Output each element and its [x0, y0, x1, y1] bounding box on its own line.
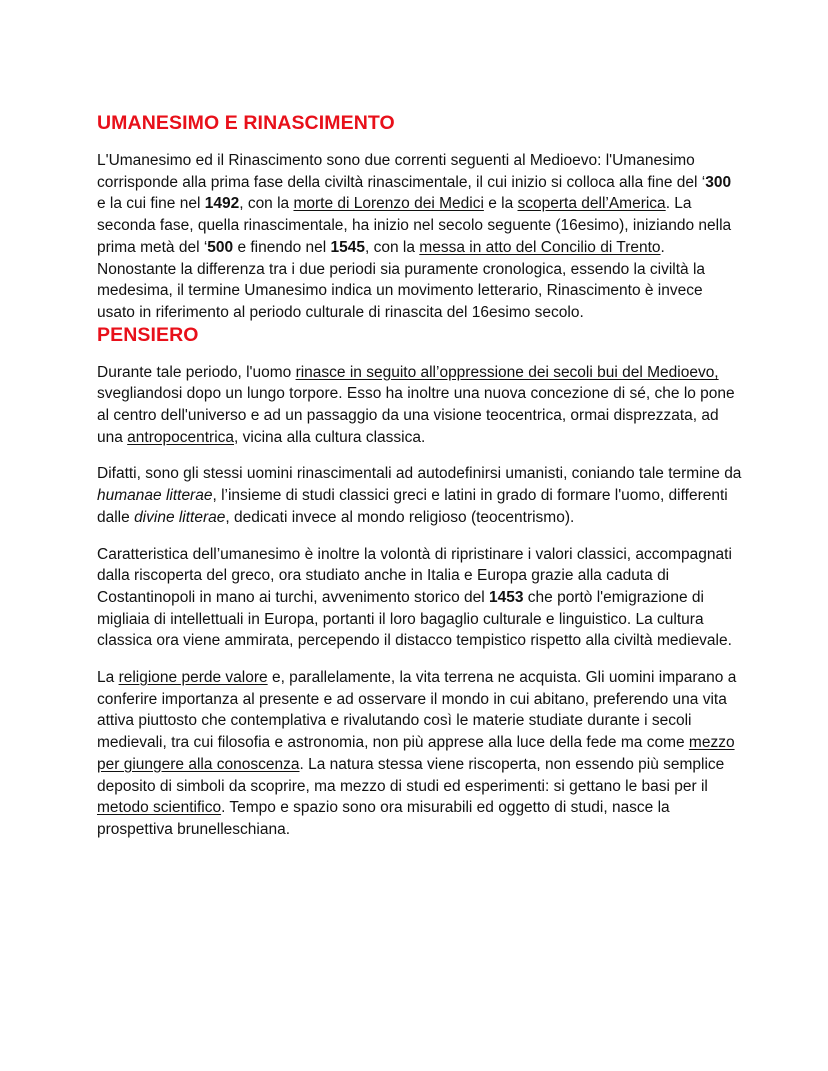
year-1492: 1492 [204, 195, 240, 213]
document-body [97, 112, 742, 841]
pensiero-paragraph-2: Difatti, sono gli stessi uomini rinascimentali ad autodefinirsi umanisti, coniando tale termine da humanae litterae, l’insieme di studi classici greci e latini in grado di formare l'uomo, differenti dalle divine litterae, dedicati invece al mondo religioso (teocentrismo). [97, 465, 742, 526]
underline-antropocentrica: antropocentrica [127, 428, 235, 446]
intro-paragraph: L'Umanesimo ed il Rinascimento sono due correnti seguenti al Medioevo: l'Umanesimo corrisponde alla prima fase della civiltà rinascimentale, il cui inizio si colloca alla fine del ‘300 e la cui fine nel 1492, con la morte di Lorenzo dei Medici e la scoperta dell’America. La seconda fase, quella rinascimentale, ha inizio nel secolo seguente (16esimo), iniziando nella prima metà del ‘500 e finendo nel 1545, con la messa in atto del Concilio di Trento. Nonostante la differenza tra i due periodi sia puramente cronologica, essendo la civiltà la medesima, il termine Umanesimo indica un movimento letterario, Rinascimento è invece usato in riferimento al periodo culturale di rinascita del 16esimo secolo. [97, 152, 732, 321]
section-title-umanesimo: UMANESIMO E RINASCIMENTO [97, 112, 395, 134]
pensiero-paragraph-3: Caratteristica dell’umanesimo è inoltre la volontà di ripristinare i valori classici, accompagnati dalla riscoperta del greco, ora studiato anche in Italia e Europa grazie alla caduta di Costantinopoli in mano ai turchi, avvenimento storico del 1453 che portò l'emigrazione di migliaia di intellettuali in Europa, portanti il loro bagaglio culturale e linguistico. La cultura classica ora viene ammirata, percependo il distacco tempistico rispetto alla civiltà medievale. [97, 545, 732, 650]
year-300: 300 [705, 173, 732, 191]
underline-religione: religione perde valore [118, 669, 268, 687]
underline-conoscenza: mezzo per giungere alla conoscenza [97, 734, 735, 773]
underline-lorenzo: morte di Lorenzo dei Medici [293, 195, 484, 213]
year-1453: 1453 [489, 588, 524, 606]
year-500: 500 [207, 238, 234, 256]
underline-concilio: messa in atto del Concilio di Trento [419, 238, 661, 256]
underline-rinasce: rinasce in seguito all’oppressione dei secoli bui del Medioevo, [295, 363, 719, 381]
year-1545: 1545 [330, 238, 366, 256]
pensiero-paragraph-4: La religione perde valore e, parallelamente, la vita terrena ne acquista. Gli uomini imparano a conferire importanza al presente e ad osservare il mondo in cui abitano, preferendo una vita attiva piuttosto che contemplativa e rivalutando così le materie studiate durante i secoli medievali, tra cui filosofia e astronomia, non più apprese alla luce della fede ma come mezzo per giungere alla conoscenza. La natura stessa viene riscoperta, non essendo più semplice deposito di simboli da scoprire, ma mezzo di studi ed esperimenti: si gettano le basi per il metodo scientifico. Tempo e spazio sono ora misurabili ed oggetto di studi, nasce la prospettiva brunelleschiana. [97, 669, 737, 838]
italic-divine-litterae: divine litterae [134, 508, 226, 526]
italic-humanae-litterae: humanae litterae [97, 487, 213, 505]
underline-america: scoperta dell’America [517, 195, 666, 213]
section-title-pensiero: PENSIERO [97, 323, 199, 346]
underline-metodo-scientifico: metodo scientifico [97, 799, 222, 817]
pensiero-paragraph-1: Durante tale periodo, l'uomo rinasce in seguito all’oppressione dei secoli bui del Medioevo, svegliandosi dopo un lungo torpore. Esso ha inoltre una nuova concezione di sé, che lo pone al centro dell'universo e ad un passaggio da una visione teocentrica, ormai disprezzata, ad una antropocentrica, vicina alla cultura classica. [97, 363, 735, 446]
